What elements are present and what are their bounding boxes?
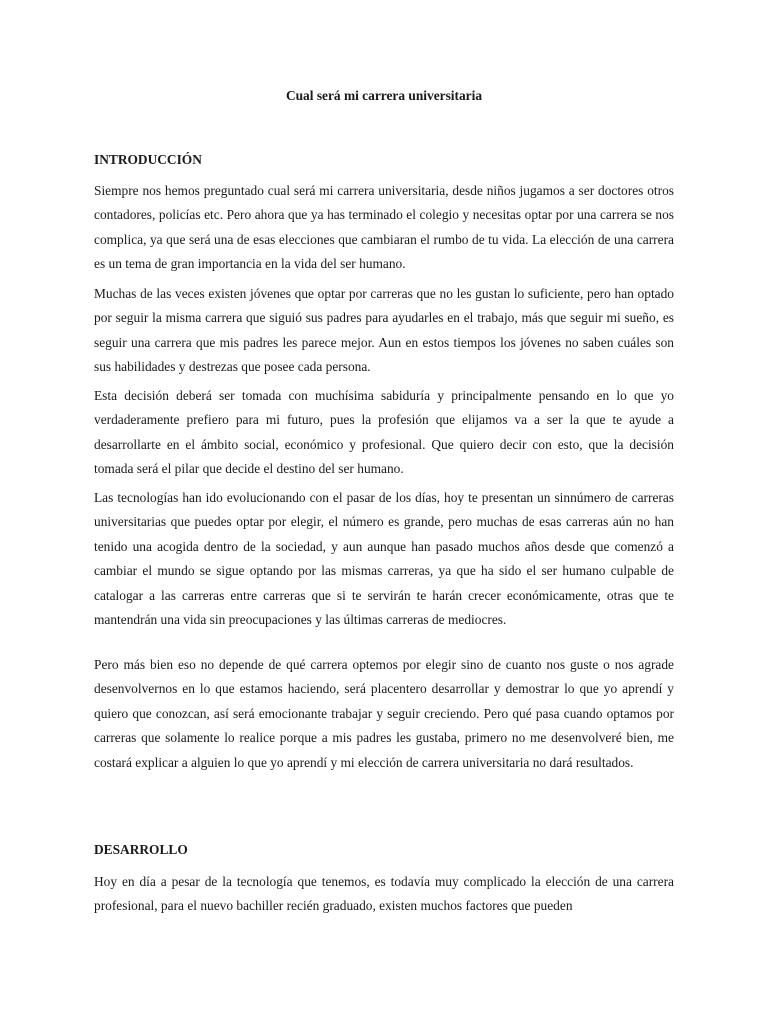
development-paragraph-1: Hoy en día a pesar de la tecnología que tenemos, es todavía muy complicado la elección de una carrera profesional, para el nuevo bachiller recién graduado, existen muchos factores que pueden [94,874,674,914]
document-title: Cual será mi carrera universitaria [285,88,483,103]
development-heading: DESARROLLO [94,842,188,857]
introduction-paragraph-5: Pero más bien eso no depende de qué carrera optemos por elegir sino de cuanto nos guste o nos agrade desenvolvernos en lo que estamos haciendo, será placentero desarrollar y demostrar lo que yo aprendí y quiero que conozcan, así será emocionante trabajar y seguir creciendo. Pero qué pasa cuando optamos por carreras que solamente lo realice porque a mis padres les gustaba, primero no me desenvolveré bien, me costará explicar a alguien lo que yo aprendí y mi elección de carrera universitaria no dará resultados. [94,657,674,770]
introduction-paragraph-2: Muchas de las veces existen jóvenes que optar por carreras que no les gustan lo suficiente, pero han optado por seguir la misma carrera que siguió sus padres para ayudarles en el trabajo, más que seguir mi sueño, es seguir una carrera que mis padres les parece mejor. Aun en estos tiempos los jóvenes no saben cuáles son sus habilidades y destrezas que posee cada persona. [94,286,674,375]
introduction-paragraph-1: Siempre nos hemos preguntado cual será mi carrera universitaria, desde niños jugamos a ser doctores otros contadores, policías etc. Pero ahora que ya has terminado el colegio y necesitas optar por una carrera se nos complica, ya que será una de esas elecciones que cambiaran el rumbo de tu vida. La elección de una carrera es un tema de gran importancia en la vida del ser humano. [94,183,674,272]
introduction-paragraph-4: Las tecnologías han ido evolucionando con el pasar de los días, hoy te presentan un sinnúmero de carreras universitarias que puedes optar por elegir, el número es grande, pero muchas de esas carreras aún no han tenido una acogida dentro de la sociedad, y aun aunque han pasado muchos años desde que comenzó a cambiar el mundo se sigue optando por las mismas carreras, ya que ha sido el ser humano culpable de catalogar a las carreras entre carreras que si te servirán te harán crecer económicamente, otras que te mantendrán una vida sin preocupaciones y las últimas carreras de mediocres. [94,490,674,628]
introduction-paragraph-3: Esta decisión deberá ser tomada con muchísima sabiduría y principalmente pensando en lo que yo verdaderamente prefiero para mi futuro, pues la profesión que elijamos va a ser la que te ayude a desarrollarte en el ámbito social, económico y profesional. Que quiero decir con esto, que la decisión tomada será el pilar que decide el destino del ser humano. [94,388,674,477]
introduction-heading: INTRODUCCIÓN [94,152,202,167]
